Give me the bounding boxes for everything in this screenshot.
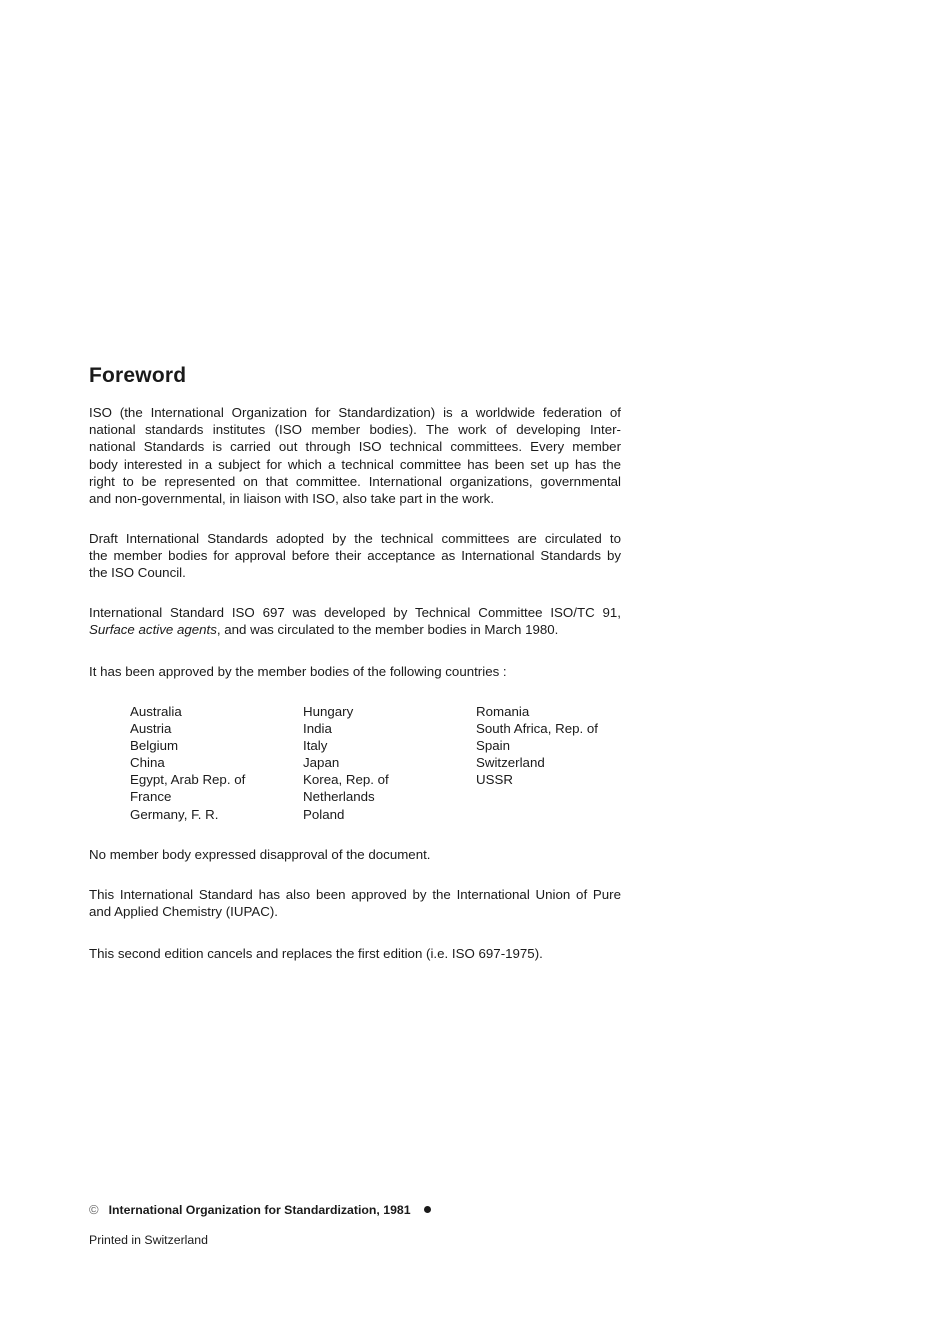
text-line: right to be represented on that committee. International organizations, governmental (89, 473, 621, 489)
text-fragment: , and was circulated to the member bodies in March 1980. (216, 622, 559, 638)
country-item: Romania (476, 704, 530, 719)
text-line: No member body expressed disapproval of the document. (89, 847, 431, 862)
printed-in: Printed in Switzerland (89, 1233, 208, 1247)
committee-title: Surface active agents (89, 622, 217, 638)
text-line: It has been approved by the member bodies of the following countries : (89, 664, 507, 679)
paragraph-iso-intro (89, 404, 621, 507)
paragraph-iupac (89, 886, 621, 920)
country-item: USSR (476, 772, 513, 788)
country-item: France (130, 789, 172, 805)
country-item: Egypt, Arab Rep. of (130, 772, 246, 788)
paragraph-development (89, 604, 621, 638)
country-item: China (130, 755, 165, 771)
country-item: Hungary (303, 704, 354, 719)
paragraph-draft-standards (89, 530, 621, 582)
text-line: the ISO Council. (89, 565, 186, 581)
text-line: body interested in a subject for which a technical committee has been set up has the (89, 456, 621, 472)
country-item: Japan (303, 755, 340, 771)
country-item: Germany, F. R. (130, 806, 219, 822)
country-item: Belgium (130, 738, 179, 754)
copyright-text: International Organization for Standardization, 1981 (108, 1203, 411, 1217)
country-item: Austria (130, 721, 172, 737)
copyright-icon: © (89, 1202, 99, 1217)
country-item: Korea, Rep. of (303, 772, 389, 788)
text-line (89, 621, 621, 638)
country-item: Spain (476, 738, 511, 754)
text-line: and non-governmental, in liaison with ISO, also take part in the work. (89, 491, 495, 507)
text-line: Draft International Standards adopted by the technical committees are circulated to (89, 531, 621, 546)
paragraph-no-disapproval (89, 846, 621, 863)
country-item: Australia (130, 704, 182, 719)
country-item: Poland (303, 806, 345, 822)
text-line: This International Standard has also been approved by the International Union of Pure (89, 887, 621, 902)
text-line: International Standard ISO 697 was developed by Technical Committee ISO/TC 91, (89, 605, 621, 620)
text-line: national standards institutes (ISO member bodies). The work of developing Inter- (89, 422, 621, 438)
page-title: Foreword (89, 364, 187, 387)
paragraph-approval-intro (89, 663, 621, 680)
country-item: Switzerland (476, 755, 545, 771)
country-column-2 (303, 703, 389, 823)
bullet-dot-icon (424, 1206, 431, 1213)
country-column-1 (130, 703, 245, 823)
text-line: ISO (the International Organization for Standardization) is a worldwide federation of (89, 405, 621, 420)
text-line: the member bodies for approval before their acceptance as International Standards by (89, 548, 621, 564)
country-item: Italy (303, 738, 328, 754)
paragraph-edition (89, 945, 621, 962)
text-line: This second edition cancels and replaces the first edition (i.e. ISO 697-1975). (89, 946, 543, 961)
country-column-3 (476, 703, 598, 788)
country-item: India (303, 721, 332, 737)
country-item: South Africa, Rep. of (476, 721, 598, 737)
copyright-line (89, 1202, 431, 1217)
country-item: Netherlands (303, 789, 375, 805)
text-line: national Standards is carried out through ISO technical committees. Every member (89, 439, 621, 455)
text-line: and Applied Chemistry (IUPAC). (89, 904, 278, 920)
